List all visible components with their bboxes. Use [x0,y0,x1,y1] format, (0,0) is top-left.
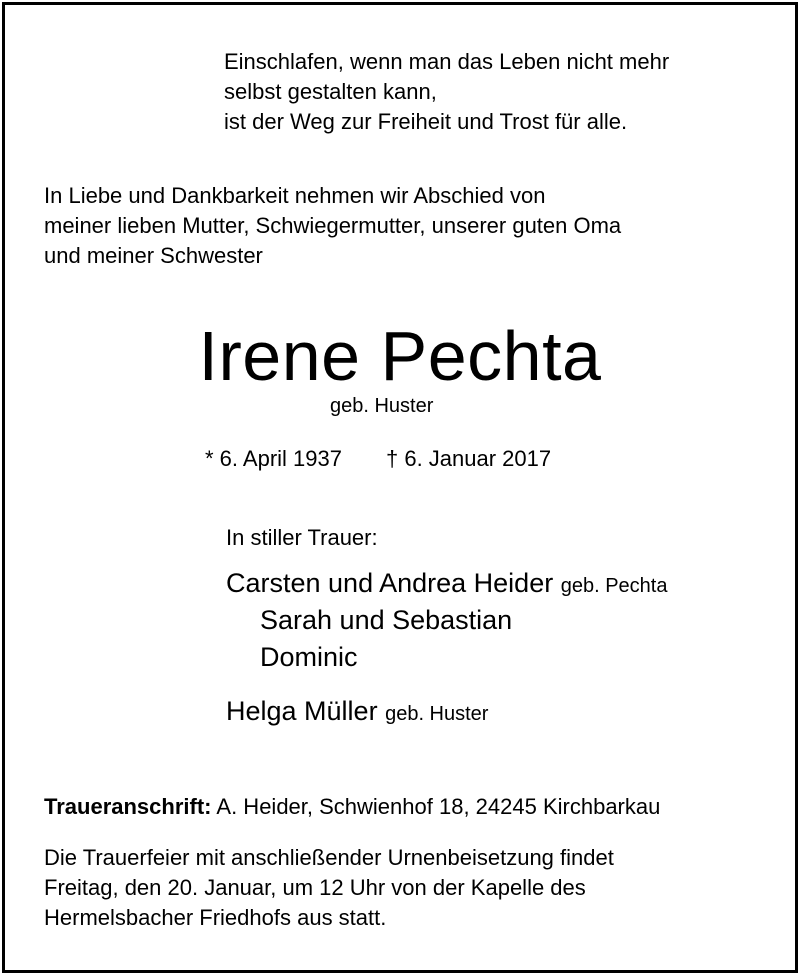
poem-line: selbst gestalten kann, [224,79,437,104]
poem-line: ist der Weg zur Freiheit und Trost für alle. [224,109,628,134]
maiden-name: geb. Huster [330,395,434,417]
mourner-name: Carsten und Andrea Heider [226,568,554,598]
mourner-name: Helga Müller [226,696,378,726]
ceremony-line: Freitag, den 20. Januar, um 12 Uhr von der Kapelle des [44,875,586,900]
mourner-entry [260,602,512,638]
mourner-entry [260,639,358,675]
intro-line: und meiner Schwester [44,243,263,268]
notice-border [2,2,798,973]
ceremony-line: Die Trauerfeier mit anschließender Urnenbeisetzung findet [44,845,614,870]
mourning-address [44,792,660,822]
mourner-name: Dominic [260,642,358,672]
mourner-suffix: geb. Pechta [560,575,668,597]
mourner-suffix: geb. Huster [385,703,489,725]
address-text: A. Heider, Schwienhof 18, 24245 Kirchbarkau [216,794,661,819]
birth-date: * 6. April 1937 [205,446,342,471]
poem [224,47,669,137]
mourner-entry [226,565,667,604]
deceased-name: Irene Pechta [198,317,602,395]
mourning-label: In stiller Trauer: [226,525,378,550]
ceremony-line: Hermelsbacher Friedhofs aus statt. [44,905,387,930]
intro-line: meiner lieben Mutter, Schwiegermutter, unserer guten Oma [44,213,622,238]
ceremony-info [44,843,614,933]
farewell-intro [44,181,621,271]
intro-line: In Liebe und Dankbarkeit nehmen wir Abschied von [44,183,546,208]
poem-line: Einschlafen, wenn man das Leben nicht mehr [224,49,670,74]
address-label: Traueranschrift: [44,794,212,819]
mourner-entry [226,693,488,732]
death-date: † 6. Januar 2017 [385,446,552,471]
life-dates [205,444,551,474]
mourner-name: Sarah und Sebastian [260,605,513,635]
